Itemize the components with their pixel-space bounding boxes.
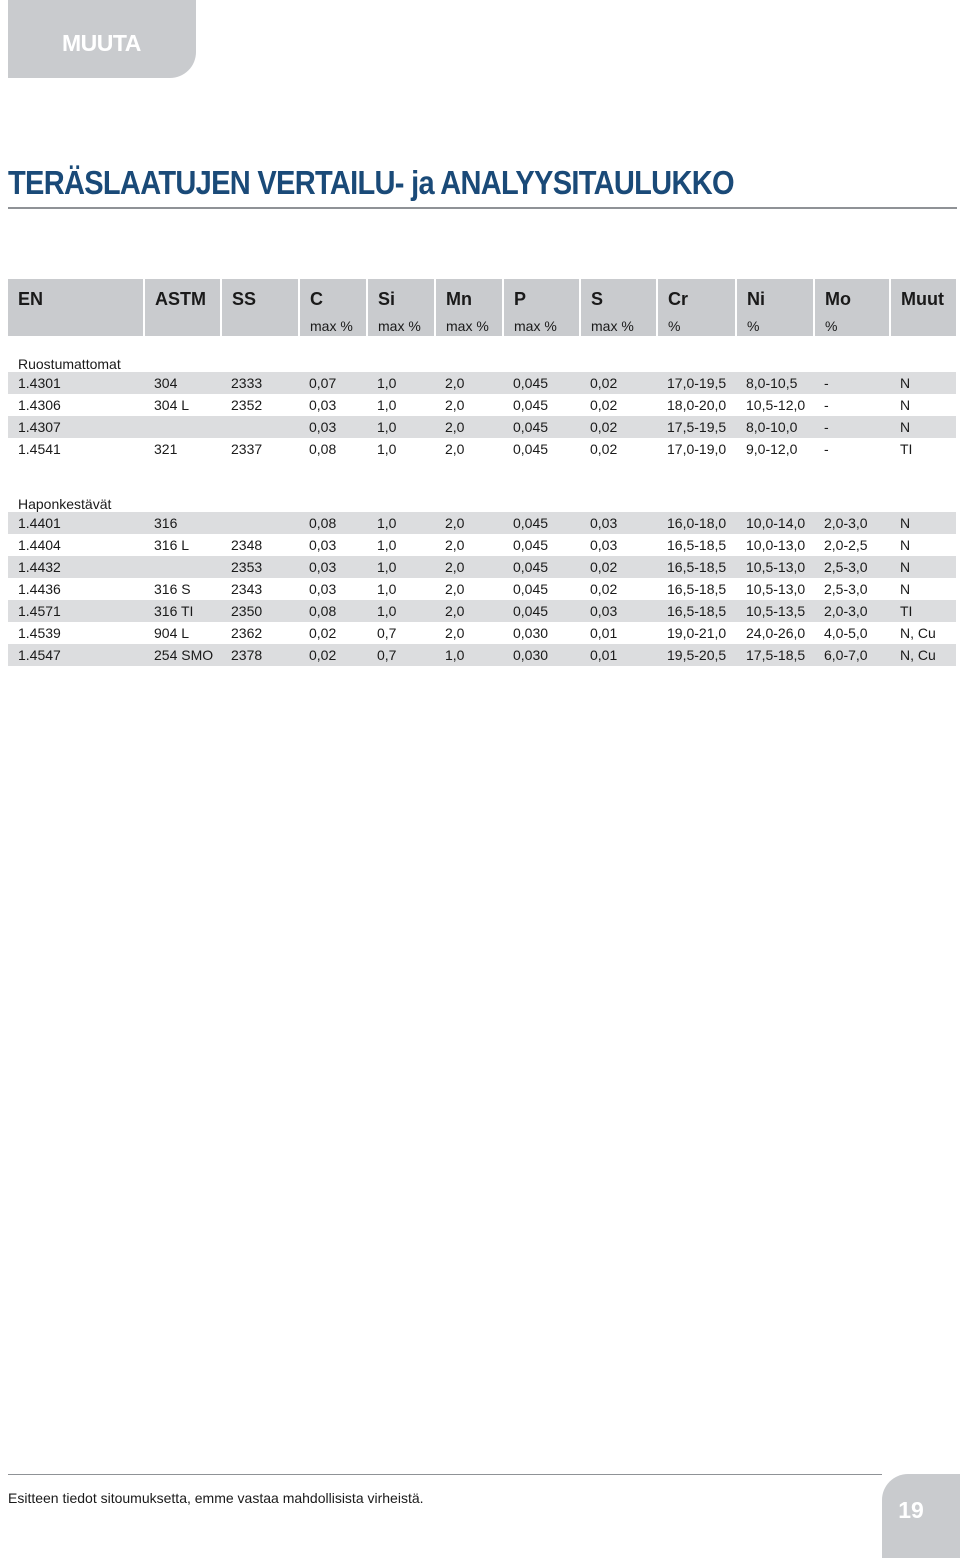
column-unit-label: max % <box>591 318 634 334</box>
table-cell: 1,0 <box>377 537 397 553</box>
table-cell: N <box>890 512 956 534</box>
table-row <box>8 394 956 416</box>
table-header-row <box>8 279 956 336</box>
table-cell: 2378 <box>221 644 299 666</box>
table-cell: 0,03 <box>299 416 367 438</box>
column-header-label: Si <box>378 289 396 309</box>
table-cell: 0,030 <box>503 644 580 666</box>
table-cell: - <box>814 416 890 438</box>
table-cell: 17,0-19,5 <box>657 372 736 394</box>
table-cell: 1,0 <box>377 581 397 597</box>
table-cell: 16,5-18,5 <box>667 581 727 597</box>
table-cell: 1.4401 <box>8 512 144 534</box>
table-cell: N <box>890 372 956 394</box>
column-unit-label: % <box>825 318 838 334</box>
table-cell: 17,5-18,5 <box>736 644 814 666</box>
group-spacer <box>8 460 956 476</box>
table-cell: TI <box>890 600 956 622</box>
table-cell: 2,0 <box>435 600 503 622</box>
table-row <box>8 416 956 438</box>
table-cell: 10,5-12,0 <box>746 397 806 413</box>
table-cell: 10,5-13,5 <box>736 600 814 622</box>
column-header <box>221 279 299 336</box>
table-cell: 2343 <box>231 581 263 597</box>
table-row <box>8 534 956 556</box>
table-cell: 0,02 <box>580 372 657 394</box>
table-cell: 1,0 <box>377 397 397 413</box>
table-cell: 1.4432 <box>8 556 144 578</box>
column-header <box>890 279 956 336</box>
table-cell: 2,0 <box>435 512 503 534</box>
table-cell: N <box>890 556 956 578</box>
table-cell: 0,02 <box>580 416 657 438</box>
table-cell: 1.4571 <box>8 600 144 622</box>
table-cell: 0,02 <box>299 644 367 666</box>
table-cell: 17,5-19,5 <box>657 416 736 438</box>
table-cell: 1.4547 <box>8 644 144 666</box>
table-cell: N <box>900 397 911 413</box>
table-cell: 2333 <box>221 372 299 394</box>
table-cell: - <box>814 372 890 394</box>
table-cell: 0,03 <box>580 512 657 534</box>
table-cell: 1.4539 <box>18 625 61 641</box>
section-tab-label: MUUTA <box>62 30 141 56</box>
table-cell: 316 <box>144 512 221 534</box>
table-cell: 1,0 <box>367 512 435 534</box>
table-cell: 2,0 <box>445 537 465 553</box>
column-header-label: Muut <box>901 289 944 309</box>
table-cell: 0,045 <box>503 512 580 534</box>
table-cell: 1,0 <box>435 644 503 666</box>
group-heading: Ruostumattomat <box>18 356 121 372</box>
table-cell: 2,0-3,0 <box>814 512 890 534</box>
table-cell: 2,0 <box>445 441 465 457</box>
table-cell: N, Cu <box>890 644 956 666</box>
page-title: TERÄSLAATUJEN VERTAILU- ja ANALYYSITAULUKKO <box>8 164 734 201</box>
table-cell: 316 L <box>154 537 190 553</box>
table-cell: 316 S <box>154 581 191 597</box>
table-row <box>8 578 956 600</box>
table-cell: 0,030 <box>513 625 549 641</box>
table-cell: 0,01 <box>580 644 657 666</box>
table-cell: 0,045 <box>503 372 580 394</box>
column-header-label: C <box>310 289 323 309</box>
table-cell: 2348 <box>231 537 263 553</box>
table-cell: 316 TI <box>144 600 221 622</box>
table-cell: 8,0-10,5 <box>736 372 814 394</box>
column-unit-label: max % <box>514 318 557 334</box>
table-cell: 0,02 <box>590 581 618 597</box>
table-cell: 0,045 <box>513 397 549 413</box>
table-cell: 1.4404 <box>18 537 61 553</box>
column-header <box>736 279 814 336</box>
table-cell: - <box>824 397 829 413</box>
table-cell: 2,5-3,0 <box>814 556 890 578</box>
table-row <box>8 556 956 578</box>
steel-grade-table <box>8 279 956 666</box>
table-cell: 0,7 <box>377 625 397 641</box>
column-header-label: Cr <box>668 289 689 309</box>
column-header-label: ASTM <box>155 289 206 309</box>
table-row <box>8 600 956 622</box>
column-header <box>814 279 890 336</box>
table-cell: 2,0 <box>435 372 503 394</box>
table-row <box>8 372 956 394</box>
table-cell: 2,0-2,5 <box>824 537 868 553</box>
page-number: 19 <box>898 1497 924 1523</box>
table-cell: 2,0 <box>435 416 503 438</box>
column-header-label: P <box>514 289 527 309</box>
table-cell: 24,0-26,0 <box>746 625 806 641</box>
table-cell: 16,5-18,5 <box>657 600 736 622</box>
group-heading-row <box>8 476 956 512</box>
table-cell: 19,5-20,5 <box>657 644 736 666</box>
table-cell: 0,02 <box>590 441 618 457</box>
table-cell: 2352 <box>231 397 263 413</box>
table-cell: 0,08 <box>299 512 367 534</box>
table-cell: 2,0 <box>445 625 465 641</box>
column-unit-label: % <box>668 318 681 334</box>
table-cell: 18,0-20,0 <box>667 397 727 413</box>
table-cell: 321 <box>154 441 178 457</box>
column-header-label: S <box>591 289 604 309</box>
table-cell: 1,0 <box>367 600 435 622</box>
table-cell: N <box>900 537 911 553</box>
group-heading-row <box>8 336 956 372</box>
table-cell: N <box>890 416 956 438</box>
table-cell: 1,0 <box>367 372 435 394</box>
column-header-label: EN <box>18 289 44 309</box>
table-cell: 1,0 <box>377 441 397 457</box>
column-header <box>503 279 580 336</box>
column-header <box>580 279 657 336</box>
table-cell: 2,0 <box>445 397 465 413</box>
table-cell: 2,5-3,0 <box>824 581 868 597</box>
column-header-label: Mn <box>446 289 472 309</box>
table-cell: 1.4307 <box>8 416 144 438</box>
table-cell: 0,045 <box>513 581 549 597</box>
column-header-label: Mo <box>825 289 851 309</box>
table-cell: 6,0-7,0 <box>814 644 890 666</box>
table-row <box>8 622 956 644</box>
table-cell <box>144 556 221 578</box>
table-cell <box>144 416 221 438</box>
table-cell: N <box>900 581 911 597</box>
table-cell: 0,045 <box>503 416 580 438</box>
table-cell: 1.4436 <box>18 581 61 597</box>
table-cell: 16,0-18,0 <box>657 512 736 534</box>
table-cell: TI <box>900 441 913 457</box>
group-heading: Haponkestävät <box>18 496 112 512</box>
table-cell: - <box>824 441 829 457</box>
table-cell: 16,5-18,5 <box>667 537 727 553</box>
footer-note: Esitteen tiedot sitoumuksetta, emme vastaa mahdollisista virheistä. <box>8 1490 424 1506</box>
table-cell: 8,0-10,0 <box>736 416 814 438</box>
table-cell: 0,03 <box>309 397 337 413</box>
table-cell: N, Cu <box>900 625 936 641</box>
table-cell: 0,02 <box>580 556 657 578</box>
table-cell: 0,02 <box>309 625 337 641</box>
table-cell: 0,08 <box>299 600 367 622</box>
table-cell: 2337 <box>231 441 263 457</box>
table-cell: 0,03 <box>299 556 367 578</box>
table-cell: 4,0-5,0 <box>824 625 868 641</box>
table-cell: 0,03 <box>309 581 337 597</box>
table-cell <box>221 512 299 534</box>
table-cell: 1,0 <box>367 556 435 578</box>
column-header <box>435 279 503 336</box>
table-cell: 0,7 <box>367 644 435 666</box>
table-cell: 304 L <box>154 397 190 413</box>
table-cell: 0,045 <box>513 441 549 457</box>
table-cell <box>221 416 299 438</box>
table-cell: 2362 <box>231 625 263 641</box>
table-cell: 2,0 <box>435 556 503 578</box>
table-cell: 0,03 <box>580 600 657 622</box>
table-cell: 10,5-13,0 <box>746 581 806 597</box>
table-cell: 0,045 <box>503 600 580 622</box>
title-divider <box>8 207 957 209</box>
table-cell: 0,07 <box>299 372 367 394</box>
table-cell: 1,0 <box>367 416 435 438</box>
table-cell: 2350 <box>221 600 299 622</box>
column-header-label: SS <box>232 289 257 309</box>
table-cell: 0,045 <box>513 537 549 553</box>
column-header-label: Ni <box>747 289 765 309</box>
table-cell: 16,5-18,5 <box>657 556 736 578</box>
column-unit-label: max % <box>310 318 353 334</box>
table-cell: 1.4541 <box>18 441 61 457</box>
table-cell: 0,02 <box>590 397 618 413</box>
table-cell: 17,0-19,0 <box>667 441 727 457</box>
table-cell: 0,03 <box>309 537 337 553</box>
table-cell: 0,01 <box>590 625 618 641</box>
column-header <box>657 279 736 336</box>
table-cell: 0,045 <box>503 556 580 578</box>
page-number-tab <box>882 1474 960 1558</box>
table-cell: 2353 <box>221 556 299 578</box>
table-cell: 0,08 <box>309 441 337 457</box>
table-cell: 254 SMO <box>144 644 221 666</box>
column-header <box>144 279 221 336</box>
table-cell: 1.4306 <box>18 397 61 413</box>
column-unit-label: % <box>747 318 760 334</box>
table-cell: 10,0-13,0 <box>746 537 806 553</box>
table-row <box>8 512 956 534</box>
table-cell: 19,0-21,0 <box>667 625 727 641</box>
column-unit-label: max % <box>446 318 489 334</box>
table-cell: 1.4301 <box>8 372 144 394</box>
table-cell: 10,0-14,0 <box>736 512 814 534</box>
table-cell: 2,0-3,0 <box>814 600 890 622</box>
footer-divider <box>8 1474 882 1475</box>
table-cell: 904 L <box>154 625 190 641</box>
table-cell: 9,0-12,0 <box>746 441 798 457</box>
table-cell: 0,03 <box>590 537 618 553</box>
table-row <box>8 644 956 666</box>
table-cell: 10,5-13,0 <box>736 556 814 578</box>
column-header <box>299 279 367 336</box>
table-row <box>8 438 956 460</box>
table-cell: 304 <box>144 372 221 394</box>
column-header <box>367 279 435 336</box>
section-tab <box>8 0 196 78</box>
table-cell: 2,0 <box>445 581 465 597</box>
column-unit-label: max % <box>378 318 421 334</box>
column-header <box>8 279 144 336</box>
